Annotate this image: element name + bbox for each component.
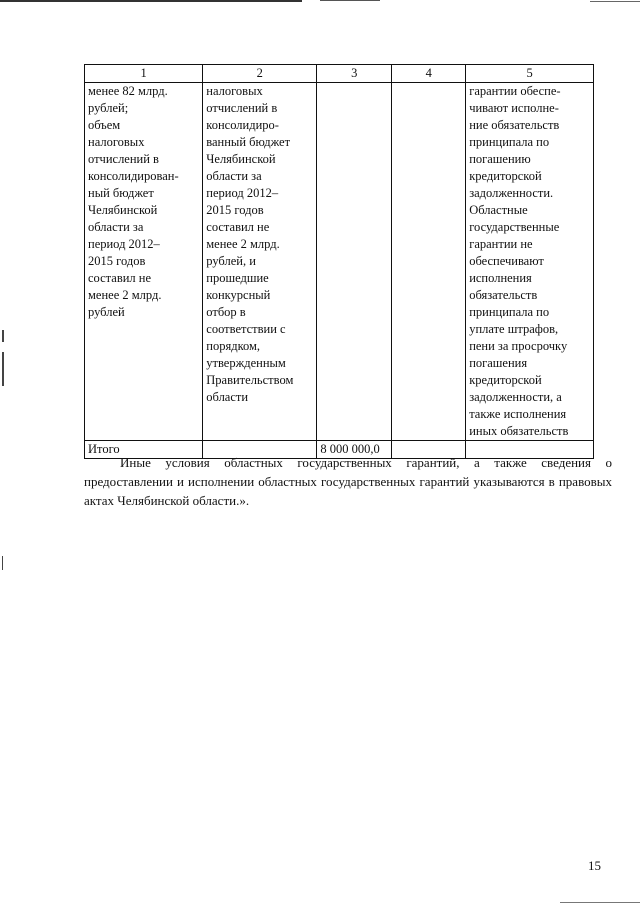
cell-text-line: гарантии обеспе-	[469, 84, 561, 98]
column-header: 2	[203, 65, 317, 83]
cell-text-line: Челябинской	[206, 152, 276, 166]
page-number: 15	[588, 858, 601, 873]
cell-text-line: конкурсный	[206, 288, 271, 302]
cell-text-line: прошедшие	[206, 271, 269, 285]
cell-text-line: период 2012–	[88, 237, 160, 251]
cell-conditions	[203, 83, 317, 441]
cell-text-line: отчислений в	[206, 101, 278, 115]
cell-text-line: консолидиро-	[206, 118, 279, 132]
scan-artifact-bottom-line	[560, 902, 640, 903]
margin-mark	[2, 352, 4, 386]
cell-text-line: менее 82 млрд.	[88, 84, 168, 98]
cell-text-line: рублей	[88, 305, 125, 319]
cell-text-line: период 2012–	[206, 186, 279, 200]
cell-text-line: налоговых	[206, 84, 263, 98]
scan-artifact-top-line	[320, 0, 380, 1]
cell-text-line: утвержденным	[206, 356, 286, 370]
cell-text-line: пени за просрочку	[469, 339, 568, 353]
cell-text-line: государственные	[469, 220, 560, 234]
total-label: Итого	[85, 441, 203, 459]
cell-text-line: принципала по	[469, 305, 550, 319]
column-header: 3	[317, 65, 392, 83]
cell-text-line: погашения	[469, 356, 528, 370]
cell-text-line: налоговых	[88, 135, 145, 149]
cell-text-line: составил не	[206, 220, 270, 234]
cell-text-line: области за	[206, 169, 262, 183]
cell-text-line: Челябинской	[88, 203, 158, 217]
cell-text-line: 2015 годов	[206, 203, 264, 217]
table-header-row	[85, 65, 594, 83]
cell-text-line: соответствии с	[206, 322, 286, 336]
cell-text-line: гарантии не	[469, 237, 533, 251]
cell-text-line: рублей;	[88, 101, 129, 115]
cell-text-line: менее 2 млрд.	[88, 288, 162, 302]
margin-mark	[2, 556, 3, 570]
column-header: 1	[85, 65, 203, 83]
cell-text-line: 2015 годов	[88, 254, 146, 268]
column-header: 5	[466, 65, 594, 83]
cell-text-line: принципала по	[469, 135, 550, 149]
cell-text-line: чивают исполне-	[469, 101, 559, 115]
cell-text-line: кредиторской	[469, 169, 542, 183]
cell-text-line: Областные	[469, 203, 528, 217]
total-amount: 8 000 000,0	[317, 441, 392, 459]
cell-text-line: объем	[88, 118, 121, 132]
cell-text-line: области за	[88, 220, 144, 234]
cell-notes	[466, 83, 594, 441]
cell-amount	[317, 83, 392, 441]
cell-text-line: уплате штрафов,	[469, 322, 559, 336]
cell-text-line: ние обязательств	[469, 118, 560, 132]
body-paragraph: Иные условия областных государственных гарантий, а также сведения о предоставлении и исполнении областных государственных гарантий указываются в правовых актах Челябинской области.».	[84, 455, 612, 508]
cell-text-line: рублей, и	[206, 254, 256, 268]
cell-text-line: области	[206, 390, 249, 404]
cell-text-line: задолженности.	[469, 186, 554, 200]
cell-text-line: менее 2 млрд.	[206, 237, 280, 251]
cell-text-line: отбор в	[206, 305, 246, 319]
cell-text-line: порядком,	[206, 339, 261, 353]
cell-text-line: составил не	[88, 271, 152, 285]
cell-text-line: обеспечивают	[469, 254, 544, 268]
cell-text-line: ванный бюджет	[206, 135, 291, 149]
cell-text-line: отчислений в	[88, 152, 159, 166]
guarantees-table	[84, 64, 594, 459]
table-row	[85, 83, 594, 441]
cell-criteria	[85, 83, 203, 441]
cell-text-line: также исполнения	[469, 407, 567, 421]
cell-text-line: иных обязательств	[469, 424, 569, 438]
cell-text-line: Правительством	[206, 373, 294, 387]
cell-text-line: задолженности, а	[469, 390, 562, 404]
cell-text-line: кредиторской	[469, 373, 542, 387]
cell-text-line: консолидирован-	[88, 169, 179, 183]
cell-col4	[392, 83, 466, 441]
scan-artifact-top-line	[0, 0, 302, 2]
cell-text-line: ный бюджет	[88, 186, 154, 200]
column-header: 4	[392, 65, 466, 83]
cell-text-line: исполнения	[469, 271, 532, 285]
scan-artifact-top-line	[590, 1, 640, 2]
margin-mark	[2, 330, 4, 342]
cell-text-line: погашению	[469, 152, 531, 166]
cell-text-line: обязательств	[469, 288, 538, 302]
